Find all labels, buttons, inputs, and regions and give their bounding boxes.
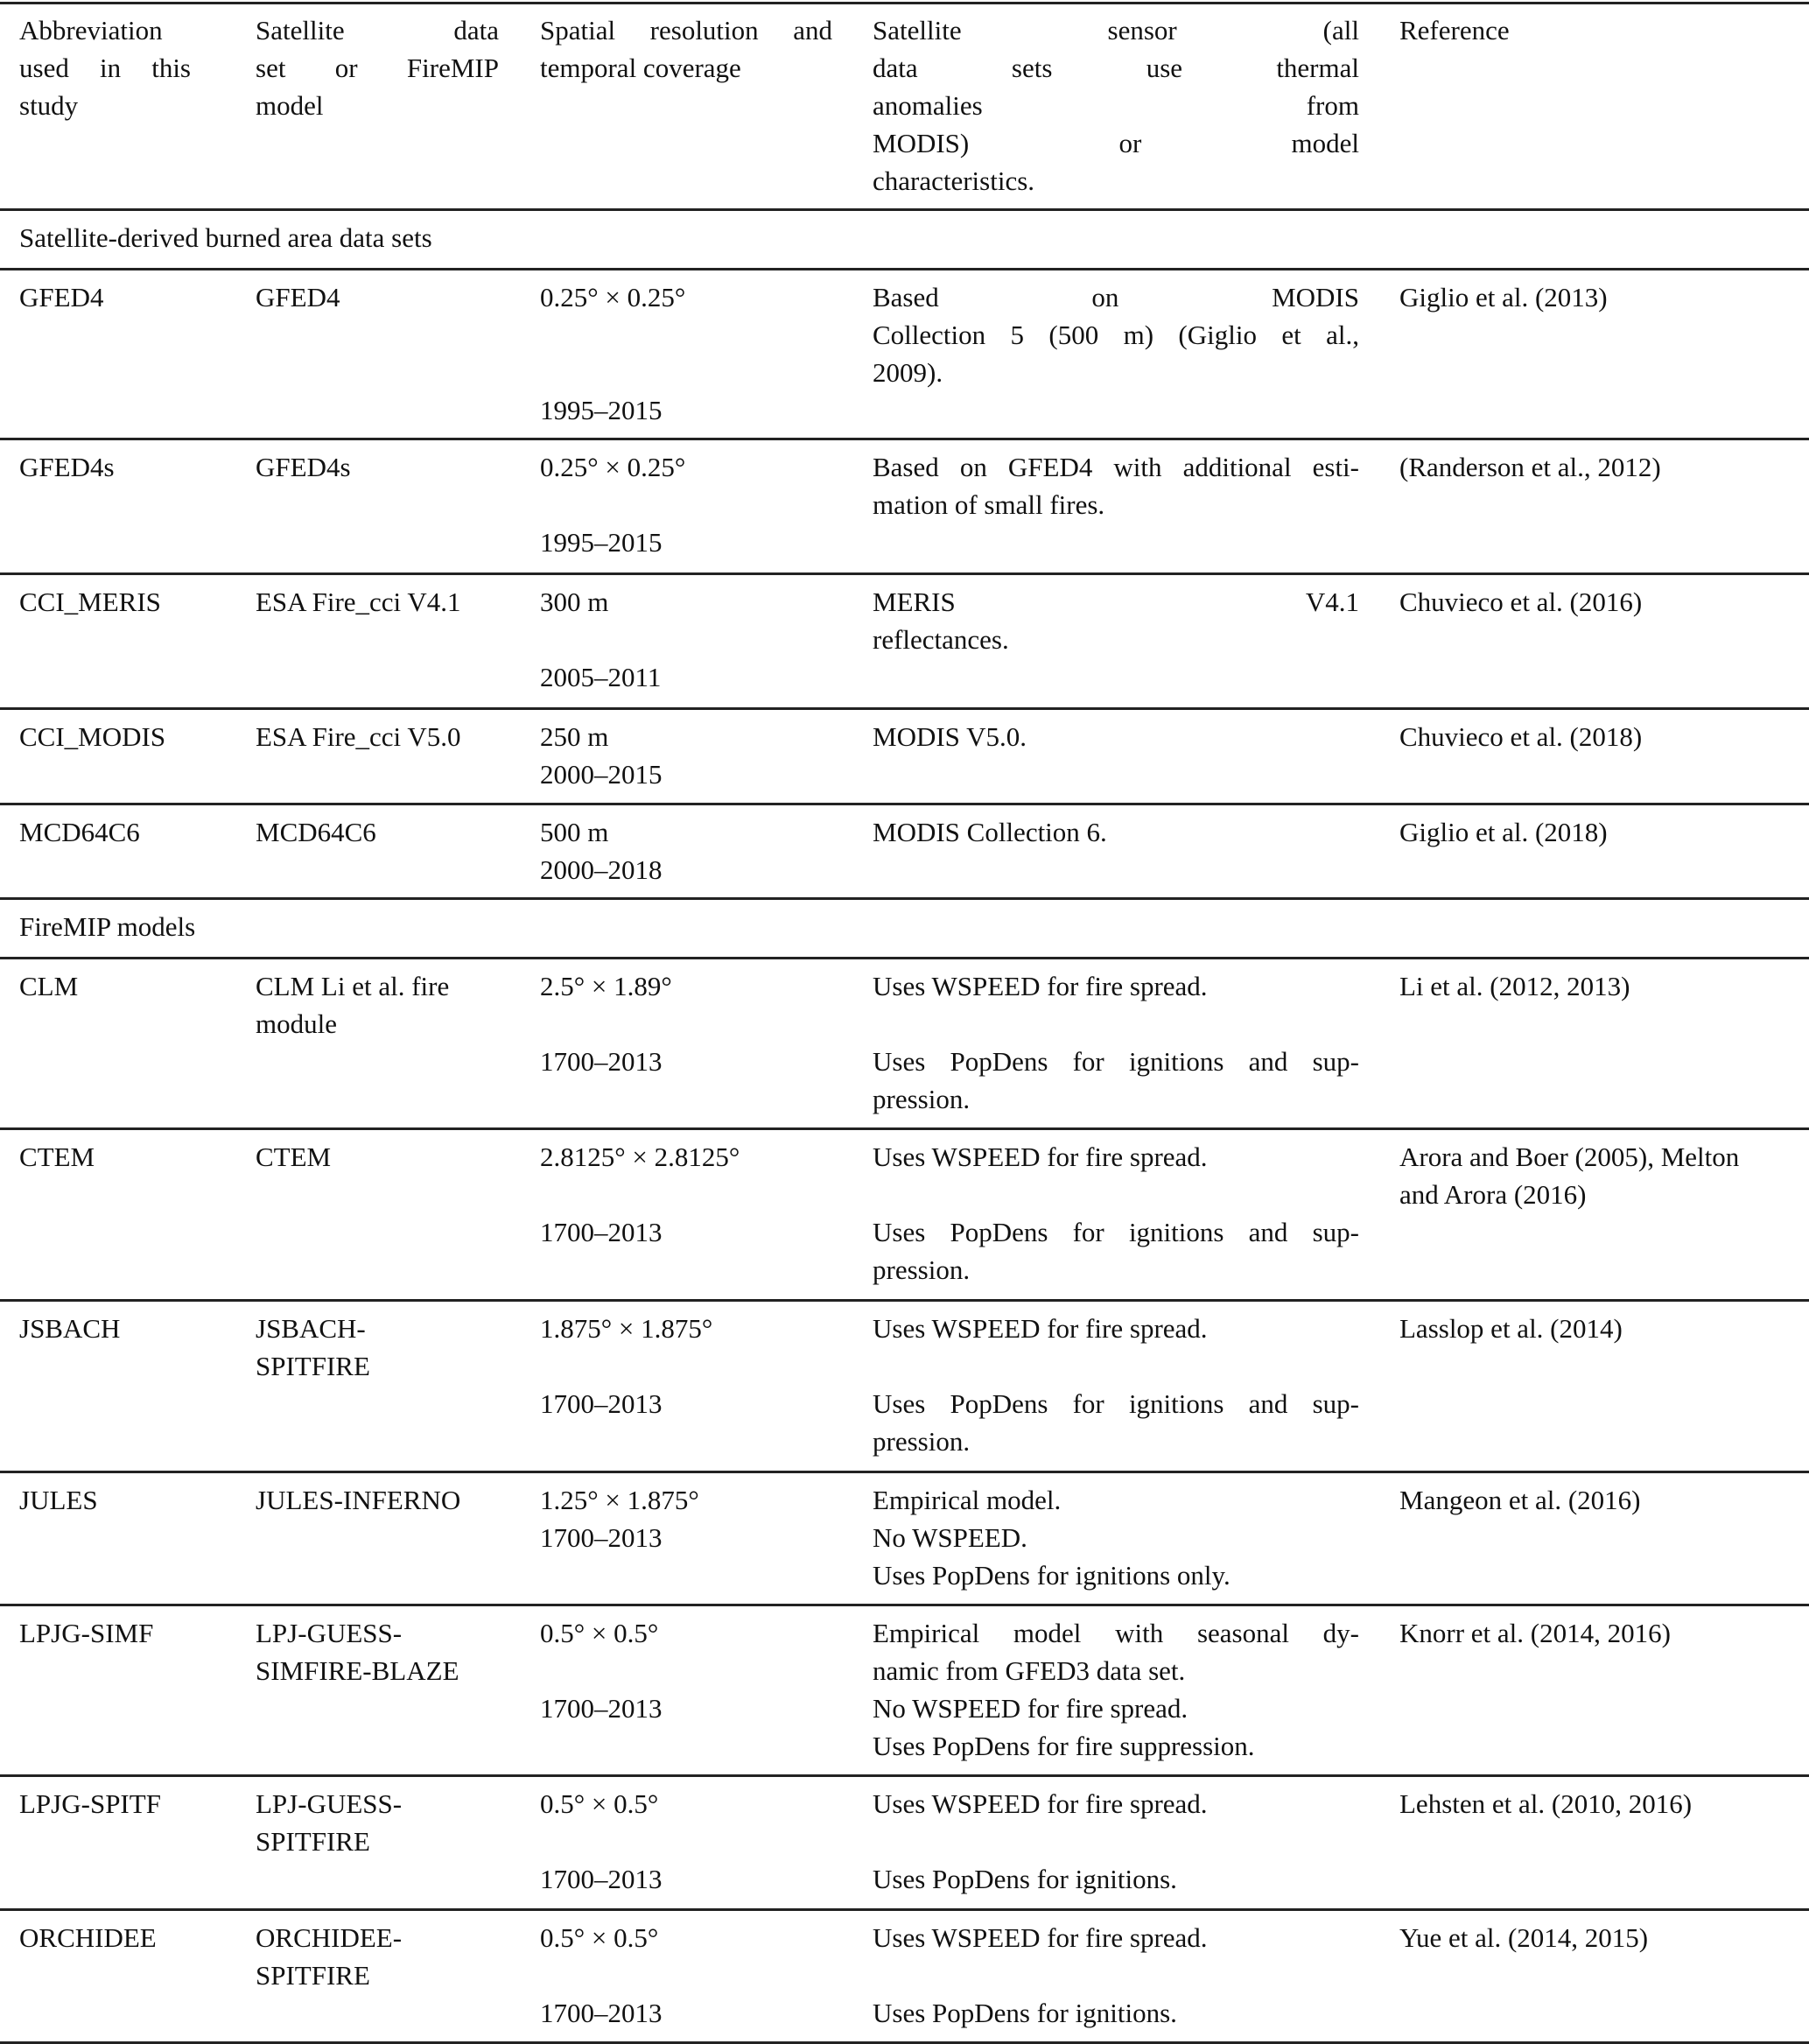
header-abbreviation-line: used in this — [19, 53, 191, 83]
resolution-coverage-cell-line: 1700–2013 — [540, 1998, 663, 2028]
dataset-cell-line: module — [256, 1008, 337, 1039]
section-rule — [0, 268, 1809, 270]
characteristics-cell — [873, 1614, 1359, 1765]
characteristics-cell-line: mation of small fires. — [873, 489, 1105, 520]
resolution-coverage-cell-line: 0.5° × 0.5° — [540, 1618, 659, 1648]
characteristics-cell — [873, 448, 1359, 523]
abbreviation-cell — [19, 448, 191, 486]
resolution-coverage-cell-line — [540, 1823, 832, 1860]
resolution-coverage-cell-line: 1995–2015 — [540, 395, 663, 425]
resolution-coverage-cell-line: 300 m — [540, 587, 609, 617]
characteristics-cell-line — [873, 1347, 1359, 1385]
resolution-coverage-cell-line — [540, 1652, 832, 1689]
abbreviation-cell — [19, 1138, 191, 1176]
characteristics-cell-line: reflectances. — [873, 624, 1009, 655]
abbreviation-cell — [19, 718, 191, 755]
header-characteristics-line: anomalies from — [873, 90, 1359, 121]
resolution-coverage-cell-line: 2.5° × 1.89° — [540, 971, 672, 1001]
dataset-cell — [256, 448, 499, 486]
dataset-cell-line: SPITFIRE — [256, 1351, 370, 1381]
dataset-cell-line: LPJ-GUESS- — [256, 1618, 403, 1648]
characteristics-cell — [873, 1919, 1359, 2032]
section-rule — [0, 957, 1809, 959]
characteristics-cell-line: Uses WSPEED for fire spread. — [873, 971, 1208, 1001]
row-rule — [0, 572, 1809, 575]
characteristics-cell-line: Empirical model. — [873, 1485, 1062, 1515]
header-characteristics-line: characteristics. — [873, 165, 1035, 196]
resolution-coverage-cell — [540, 1138, 832, 1251]
characteristics-cell-line: Uses PopDens for ignitions. — [873, 1864, 1177, 1894]
reference-cell — [1399, 583, 1793, 621]
dataset-cell-line: ESA Fire_cci V5.0 — [256, 721, 461, 752]
abbreviation-cell-line: GFED4 — [19, 282, 104, 313]
dataset-cell-line: JSBACH- — [256, 1313, 366, 1344]
characteristics-cell — [873, 583, 1359, 658]
dataset-cell — [256, 1785, 499, 1860]
abbreviation-cell-line: CCI_MERIS — [19, 587, 161, 617]
abbreviation-cell — [19, 1481, 191, 1519]
resolution-coverage-cell — [540, 813, 832, 889]
abbreviation-cell — [19, 1310, 191, 1347]
reference-cell-line: and Arora (2016) — [1399, 1179, 1587, 1210]
abbreviation-cell-line: ORCHIDEE — [19, 1922, 157, 1953]
dataset-cell — [256, 1481, 499, 1519]
reference-cell-line: Giglio et al. (2018) — [1399, 817, 1608, 847]
header-dataset — [256, 11, 499, 124]
resolution-coverage-cell-line — [540, 316, 832, 354]
characteristics-cell-line — [873, 1176, 1359, 1213]
resolution-coverage-cell — [540, 967, 832, 1080]
header-dataset-line: Satellite data — [256, 15, 499, 46]
reference-cell-line: Lasslop et al. (2014) — [1399, 1313, 1623, 1344]
dataset-cell-line: SIMFIRE-BLAZE — [256, 1655, 459, 1686]
header-abbreviation-line: study — [19, 90, 79, 121]
reference-cell — [1399, 1481, 1793, 1519]
header-dataset-line: set or FireMIP — [256, 53, 499, 83]
dataset-cell — [256, 583, 499, 621]
resolution-coverage-cell — [540, 1614, 832, 1727]
characteristics-cell — [873, 1310, 1359, 1460]
dataset-cell-line: ORCHIDEE- — [256, 1922, 403, 1953]
resolution-coverage-cell-line: 500 m — [540, 817, 609, 847]
dataset-cell-line: GFED4s — [256, 452, 351, 482]
characteristics-cell — [873, 813, 1359, 851]
characteristics-cell-line: namic from GFED3 data set. — [873, 1655, 1186, 1686]
characteristics-cell-line: MODIS Collection 6. — [873, 817, 1107, 847]
characteristics-cell-line — [873, 1005, 1359, 1043]
resolution-coverage-cell-line — [540, 1005, 832, 1043]
characteristics-cell-line: Uses PopDens for fire suppression. — [873, 1731, 1255, 1761]
resolution-coverage-cell-line: 1.25° × 1.875° — [540, 1485, 699, 1515]
header-characteristics-line: data sets use thermal — [873, 53, 1359, 83]
dataset-cell — [256, 1310, 499, 1385]
reference-cell — [1399, 1614, 1793, 1652]
characteristics-cell-line: Uses PopDens for ignitions. — [873, 1998, 1177, 2028]
characteristics-cell-line: Uses WSPEED for fire spread. — [873, 1922, 1208, 1953]
resolution-coverage-cell-line: 1700–2013 — [540, 1864, 663, 1894]
dataset-cell-line: CLM Li et al. fire — [256, 971, 450, 1001]
resolution-coverage-cell-line: 0.25° × 0.25° — [540, 452, 686, 482]
abbreviation-cell-line: CCI_MODIS — [19, 721, 166, 752]
header-abbreviation — [19, 11, 191, 124]
header-characteristics — [873, 11, 1359, 200]
reference-cell — [1399, 813, 1793, 851]
reference-cell-line: Chuvieco et al. (2018) — [1399, 721, 1643, 752]
dataset-cell-line: CTEM — [256, 1141, 332, 1172]
resolution-coverage-cell-line — [540, 621, 832, 658]
header-characteristics-line: Satellite sensor (all — [873, 15, 1359, 46]
resolution-coverage-cell-line — [540, 1347, 832, 1385]
abbreviation-cell-line: MCD64C6 — [19, 817, 140, 847]
characteristics-cell-line: Uses PopDens for ignitions only. — [873, 1560, 1231, 1591]
row-rule — [0, 1127, 1809, 1130]
characteristics-cell-line: pression. — [873, 1084, 971, 1114]
characteristics-cell — [873, 718, 1359, 755]
dataset-cell-line: MCD64C6 — [256, 817, 376, 847]
row-rule — [0, 1299, 1809, 1302]
row-rule — [0, 1774, 1809, 1777]
section-title-text: Satellite-derived burned area data sets — [19, 222, 432, 253]
abbreviation-cell-line: GFED4s — [19, 452, 115, 482]
header-abbreviation-line: Abbreviation — [19, 15, 163, 46]
resolution-coverage-cell-line: 0.5° × 0.5° — [540, 1922, 659, 1953]
reference-cell-line: Knorr et al. (2014, 2016) — [1399, 1618, 1671, 1648]
header-characteristics-line: MODIS) or model — [873, 128, 1359, 158]
resolution-coverage-cell-line: 250 m — [540, 721, 609, 752]
characteristics-cell-line: Based on GFED4 with additional esti- — [873, 452, 1359, 482]
resolution-coverage-cell-line: 1700–2013 — [540, 1217, 663, 1247]
reference-cell-line: Lehsten et al. (2010, 2016) — [1399, 1788, 1693, 1819]
dataset-cell-line: GFED4 — [256, 282, 340, 313]
characteristics-cell-line: Empirical model with seasonal dy- — [873, 1618, 1359, 1648]
abbreviation-cell-line: CTEM — [19, 1141, 95, 1172]
resolution-coverage-cell-line: 0.5° × 0.5° — [540, 1788, 659, 1819]
dataset-cell-line: JULES-INFERNO — [256, 1485, 461, 1515]
abbreviation-cell-line: CLM — [19, 971, 79, 1001]
dataset-cell-line: ESA Fire_cci V4.1 — [256, 587, 461, 617]
characteristics-cell-line: Uses PopDens for ignitions and sup- — [873, 1217, 1359, 1247]
row-rule — [0, 707, 1809, 710]
dataset-cell — [256, 1614, 499, 1689]
header-bottom-rule — [0, 208, 1809, 211]
characteristics-cell — [873, 967, 1359, 1118]
characteristics-cell-line: Uses PopDens for ignitions and sup- — [873, 1388, 1359, 1419]
characteristics-cell-line: Uses PopDens for ignitions and sup- — [873, 1046, 1359, 1077]
resolution-coverage-cell — [540, 1785, 832, 1898]
reference-cell — [1399, 1919, 1793, 1956]
characteristics-cell-line: Uses WSPEED for fire spread. — [873, 1141, 1208, 1172]
reference-cell-line: Arora and Boer (2005), Melton — [1399, 1141, 1740, 1172]
abbreviation-cell-line: JULES — [19, 1485, 98, 1515]
resolution-coverage-cell — [540, 448, 832, 561]
resolution-coverage-cell-line: 1700–2013 — [540, 1046, 663, 1077]
section-title — [19, 219, 1682, 256]
resolution-coverage-cell-line: 2005–2011 — [540, 662, 662, 692]
resolution-coverage-cell-line: 1995–2015 — [540, 527, 663, 558]
abbreviation-cell — [19, 583, 191, 621]
row-rule — [0, 897, 1809, 900]
characteristics-cell-line — [873, 1823, 1359, 1860]
resolution-coverage-cell-line: 1700–2013 — [540, 1522, 663, 1553]
reference-cell-line: Giglio et al. (2013) — [1399, 282, 1608, 313]
abbreviation-cell — [19, 813, 191, 851]
abbreviation-cell-line: JSBACH — [19, 1313, 121, 1344]
characteristics-cell-line: No WSPEED. — [873, 1522, 1027, 1553]
reference-cell — [1399, 967, 1793, 1005]
characteristics-cell-line: MODIS V5.0. — [873, 721, 1027, 752]
dataset-cell — [256, 967, 499, 1043]
reference-cell — [1399, 1310, 1793, 1347]
reference-cell — [1399, 1785, 1793, 1823]
resolution-coverage-cell — [540, 718, 832, 793]
resolution-coverage-cell-line — [540, 486, 832, 523]
dataset-cell-line: LPJ-GUESS- — [256, 1788, 403, 1819]
resolution-coverage-cell — [540, 1310, 832, 1422]
characteristics-cell-line: Collection 5 (500 m) (Giglio et al., — [873, 320, 1359, 350]
resolution-coverage-cell-line: 2000–2015 — [540, 759, 663, 790]
abbreviation-cell — [19, 278, 191, 316]
section-title-text: FireMIP models — [19, 911, 196, 942]
table-top-rule — [0, 2, 1809, 4]
reference-cell-line: (Randerson et al., 2012) — [1399, 452, 1661, 482]
abbreviation-cell — [19, 1919, 191, 1956]
resolution-coverage-cell-line: 2000–2018 — [540, 854, 663, 885]
row-rule — [0, 1908, 1809, 1911]
header-dataset-line: model — [256, 90, 324, 121]
characteristics-cell-line: MERIS V4.1 — [873, 587, 1359, 617]
abbreviation-cell — [19, 967, 191, 1005]
characteristics-cell-line: pression. — [873, 1254, 971, 1285]
dataset-cell — [256, 718, 499, 755]
abbreviation-cell-line: LPJG-SIMF — [19, 1618, 154, 1648]
header-reference — [1399, 11, 1793, 49]
reference-cell-line: Chuvieco et al. (2016) — [1399, 587, 1643, 617]
dataset-cell — [256, 278, 499, 316]
resolution-coverage-cell — [540, 583, 832, 696]
resolution-coverage-cell-line: 1.875° × 1.875° — [540, 1313, 713, 1344]
header-resolution — [540, 11, 832, 87]
row-rule — [0, 438, 1809, 440]
dataset-cell-line: SPITFIRE — [256, 1960, 370, 1991]
row-rule — [0, 1604, 1809, 1606]
dataset-cell-line: SPITFIRE — [256, 1826, 370, 1857]
resolution-coverage-cell — [540, 1919, 832, 2032]
characteristics-cell-line: 2009). — [873, 357, 943, 388]
resolution-coverage-cell — [540, 1481, 832, 1556]
reference-cell — [1399, 1138, 1793, 1213]
resolution-coverage-cell-line — [540, 1956, 832, 1994]
header-resolution-line: temporal coverage — [540, 53, 741, 83]
resolution-coverage-cell-line — [540, 354, 832, 391]
reference-cell — [1399, 448, 1793, 486]
abbreviation-cell — [19, 1785, 191, 1823]
resolution-coverage-cell — [540, 278, 832, 429]
characteristics-cell — [873, 1138, 1359, 1289]
characteristics-cell-line: pression. — [873, 1426, 971, 1457]
reference-cell — [1399, 718, 1793, 755]
characteristics-cell-line: Uses WSPEED for fire spread. — [873, 1788, 1208, 1819]
characteristics-cell-line — [873, 1956, 1359, 1994]
resolution-coverage-cell-line: 0.25° × 0.25° — [540, 282, 686, 313]
characteristics-cell — [873, 1481, 1359, 1594]
characteristics-cell — [873, 1785, 1359, 1898]
characteristics-cell-line: Based on MODIS — [873, 282, 1359, 313]
resolution-coverage-cell-line: 1700–2013 — [540, 1388, 663, 1419]
row-rule — [0, 1471, 1809, 1473]
characteristics-cell-line: No WSPEED for fire spread. — [873, 1693, 1188, 1724]
resolution-coverage-cell-line: 2.8125° × 2.8125° — [540, 1141, 740, 1172]
reference-cell-line: Yue et al. (2014, 2015) — [1399, 1922, 1649, 1953]
header-reference-line: Reference — [1399, 15, 1510, 46]
abbreviation-cell — [19, 1614, 191, 1652]
resolution-coverage-cell-line: 1700–2013 — [540, 1693, 663, 1724]
reference-cell-line: Li et al. (2012, 2013) — [1399, 971, 1630, 1001]
dataset-cell — [256, 813, 499, 851]
characteristics-cell — [873, 278, 1359, 391]
section-title — [19, 908, 1682, 945]
header-resolution-line: Spatial resolution and — [540, 15, 832, 46]
reference-cell-line: Mangeon et al. (2016) — [1399, 1485, 1641, 1515]
reference-cell — [1399, 278, 1793, 316]
characteristics-cell-line: Uses WSPEED for fire spread. — [873, 1313, 1208, 1344]
abbreviation-cell-line: LPJG-SPITF — [19, 1788, 161, 1819]
row-rule — [0, 803, 1809, 805]
dataset-cell — [256, 1919, 499, 1994]
resolution-coverage-cell-line — [540, 1176, 832, 1213]
dataset-cell — [256, 1138, 499, 1176]
